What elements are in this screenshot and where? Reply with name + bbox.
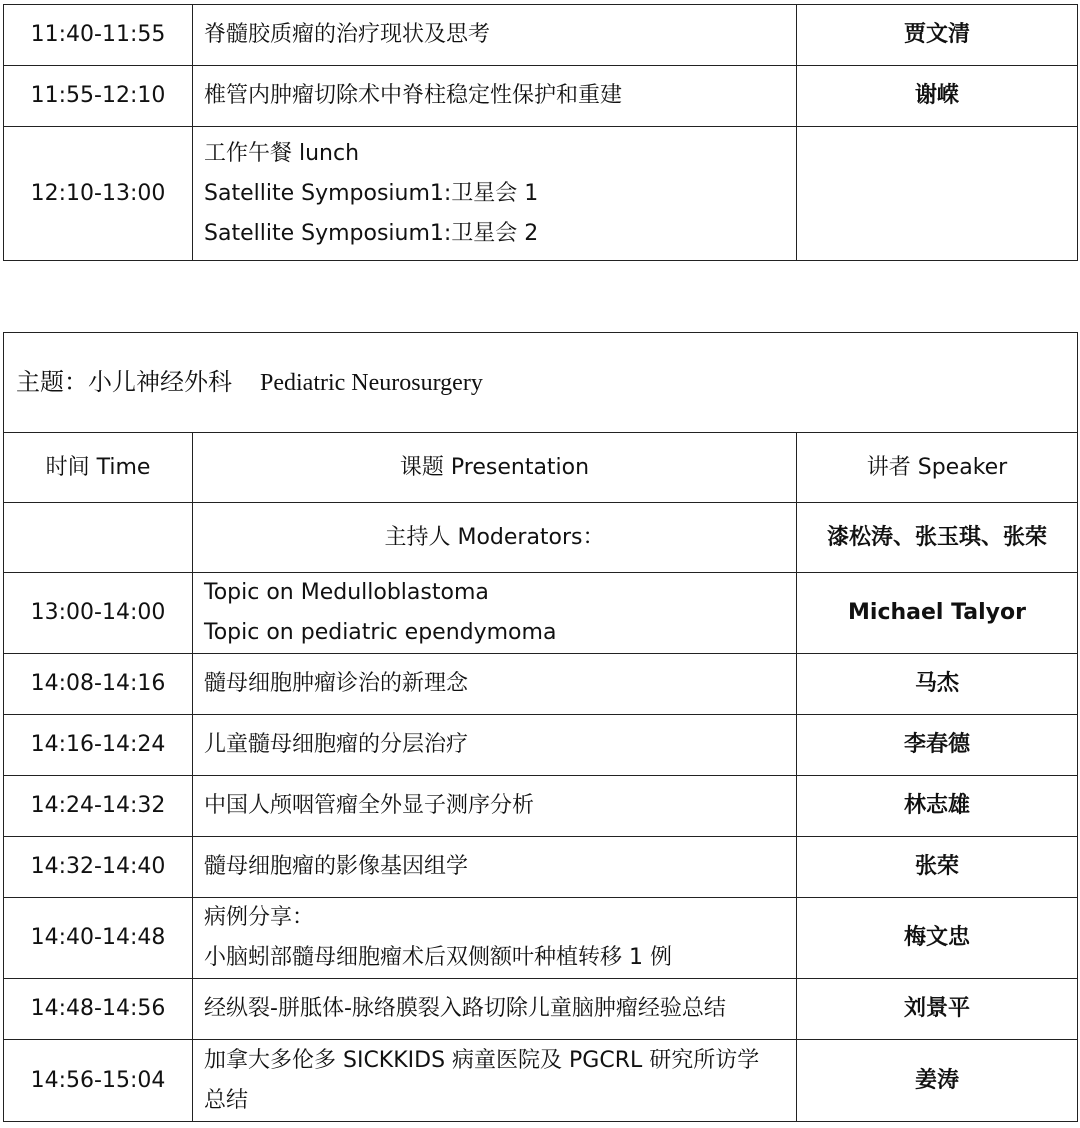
time-cell: 14:08-14:16	[4, 654, 193, 715]
topic-line: Satellite Symposium1:卫星会 2	[204, 220, 539, 246]
speaker-cell: 梅文忠	[797, 898, 1078, 979]
speaker-cell: Michael Talyor	[797, 573, 1078, 654]
speaker-cell: 张荣	[797, 837, 1078, 898]
header-row	[4, 433, 1078, 503]
topic-line: 加拿大多伦多 SICKKIDS 病童医院及 PGCRL 研究所访学	[204, 1047, 760, 1073]
time-cell: 14:16-14:24	[4, 715, 193, 776]
theme-title-cn: 主题：小儿神经外科	[16, 368, 232, 396]
topic-cell	[193, 979, 797, 1040]
topic-cell	[193, 573, 797, 654]
speaker-cell: 林志雄	[797, 776, 1078, 837]
time-cell: 14:56-15:04	[4, 1040, 193, 1122]
topic-line: Satellite Symposium1:卫星会 1	[204, 180, 539, 206]
header-time: 时间 Time	[4, 433, 193, 503]
topic-line: 髓母细胞肿瘤诊治的新理念	[204, 671, 469, 696]
table-row	[4, 66, 1078, 127]
speaker-cell: 刘景平	[797, 979, 1078, 1040]
table-row	[4, 898, 1078, 979]
time-cell: 14:32-14:40	[4, 837, 193, 898]
topic-line: 小脑蚓部髓母细胞瘤术后双侧额叶种植转移 1 例	[204, 945, 672, 970]
topic-cell	[193, 127, 797, 261]
moderators-label: 主持人 Moderators：	[193, 503, 797, 573]
speaker-cell: 姜涛	[797, 1040, 1078, 1122]
topic-cell	[193, 715, 797, 776]
topic-line: Topic on pediatric ependymoma	[204, 620, 557, 645]
time-cell: 14:24-14:32	[4, 776, 193, 837]
topic-line: 椎管内肿瘤切除术中脊柱稳定性保护和重建	[204, 83, 623, 108]
time-cell: 14:48-14:56	[4, 979, 193, 1040]
topic-cell	[193, 898, 797, 979]
topic-line: 脊髓胶质瘤的治疗现状及思考	[204, 22, 491, 47]
empty-time-cell	[4, 503, 193, 573]
table-row	[4, 573, 1078, 654]
topic-line: 髓母细胞瘤的影像基因组学	[204, 854, 469, 879]
time-cell: 12:10-13:00	[4, 127, 193, 261]
topic-line: 经纵裂-胼胝体-脉络膜裂入路切除儿童脑肿瘤经验总结	[204, 996, 726, 1021]
table-row	[4, 5, 1078, 66]
schedule-table-pediatric	[3, 332, 1078, 1122]
speaker-cell	[797, 127, 1078, 261]
speaker-cell: 李春德	[797, 715, 1078, 776]
theme-row	[4, 333, 1078, 433]
topic-line: 儿童髓母细胞瘤的分层治疗	[204, 732, 469, 757]
speaker-cell: 马杰	[797, 654, 1078, 715]
topic-cell	[193, 1040, 797, 1122]
speaker-cell: 谢嵘	[797, 66, 1078, 127]
topic-cell	[193, 837, 797, 898]
topic-line: 中国人颅咽管瘤全外显子测序分析	[204, 793, 535, 818]
moderators-row	[4, 503, 1078, 573]
moderators-names: 漆松涛、张玉琪、张荣	[797, 503, 1078, 573]
topic-cell	[193, 66, 797, 127]
topic-line: 病例分享：	[204, 905, 315, 930]
header-speaker: 讲者 Speaker	[797, 433, 1078, 503]
topic-cell	[193, 5, 797, 66]
table-row	[4, 979, 1078, 1040]
speaker-cell: 贾文清	[797, 5, 1078, 66]
topic-line: Topic on Medulloblastoma	[204, 580, 489, 605]
table-row	[4, 776, 1078, 837]
table-row	[4, 837, 1078, 898]
time-cell: 11:55-12:10	[4, 66, 193, 127]
time-cell: 11:40-11:55	[4, 5, 193, 66]
theme-title-en: Pediatric Neurosurgery	[260, 370, 483, 396]
schedule-table-morning	[3, 4, 1078, 261]
time-cell: 14:40-14:48	[4, 898, 193, 979]
topic-line: 工作午餐 lunch	[204, 140, 360, 166]
time-cell: 13:00-14:00	[4, 573, 193, 654]
table-row	[4, 127, 1078, 261]
topic-cell	[193, 776, 797, 837]
table-row	[4, 654, 1078, 715]
table-row	[4, 1040, 1078, 1122]
theme-cell	[4, 333, 1078, 433]
topic-line: 总结	[204, 1087, 249, 1113]
table-row	[4, 715, 1078, 776]
header-presentation: 课题 Presentation	[193, 433, 797, 503]
topic-cell	[193, 654, 797, 715]
